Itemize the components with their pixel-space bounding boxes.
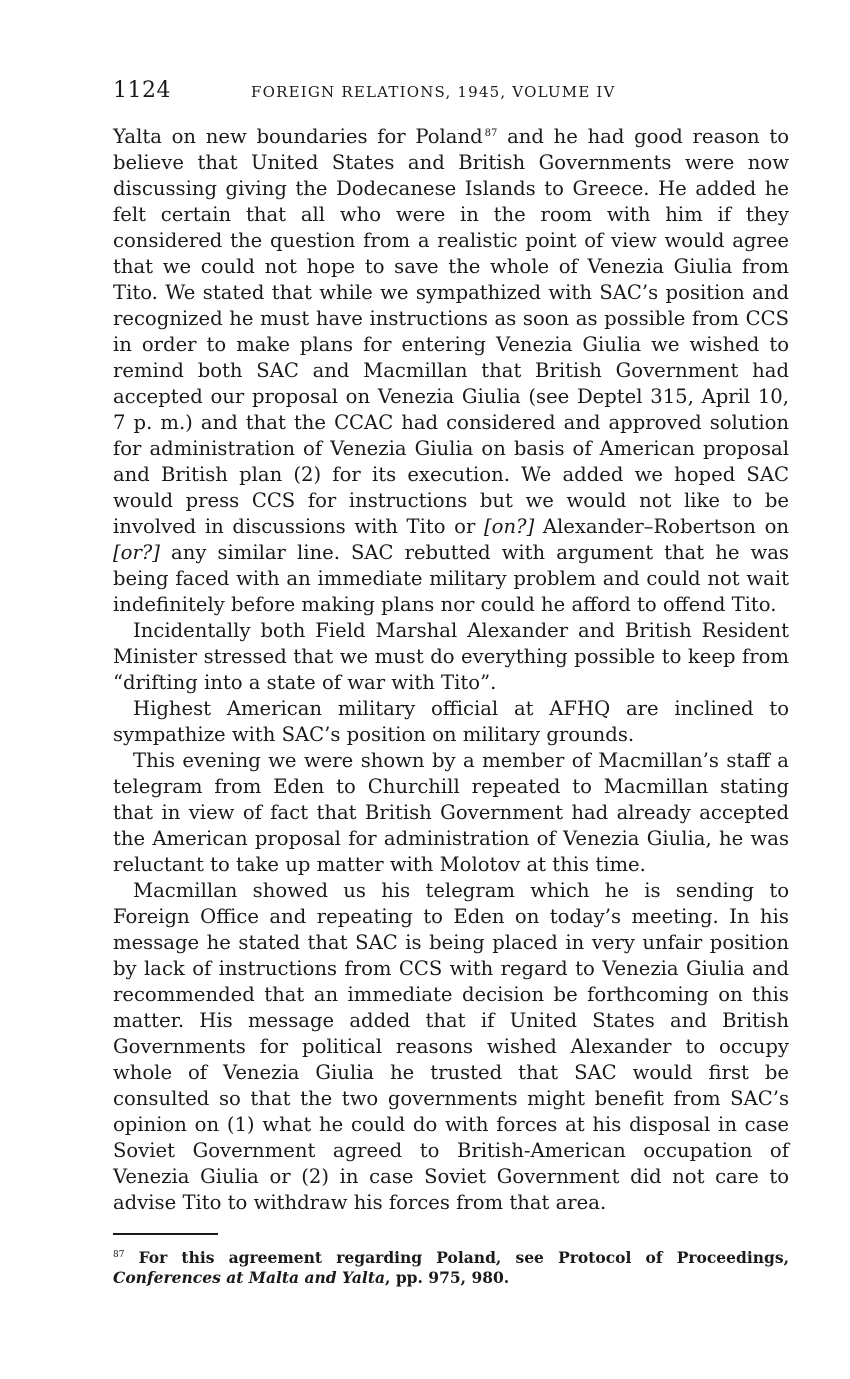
footnote-reference: 87 (484, 128, 498, 139)
footnote-marker: 87 (113, 1250, 125, 1260)
paragraph-4: This evening we were shown by a member of Macmillan’s staff a telegram from Eden to Churchill repeated to Macmillan stating that in view of fact that British Government had already accepted the American proposal for administration of Venezia Giulia, he was reluctant to take up matter with Molotov at this time. (113, 749, 789, 876)
page-header (113, 78, 789, 108)
body-text (113, 124, 789, 1216)
paragraph-2: Incidentally both Field Marshal Alexander and British Resident Minister stressed that we must do everything possible to keep from “drifting into a state of war with Tito”. (113, 619, 789, 694)
footnote-text-a: For this agreement regarding Poland, see Protocol of Proceedings, (124, 1248, 789, 1267)
paragraph-1-text-d: Alexander–Robertson on (534, 515, 789, 538)
footnote (113, 1248, 789, 1288)
page-number: 1124 (113, 78, 171, 103)
footnote-citation-title: Conferences at Malta and Yalta (113, 1268, 386, 1287)
paragraph-1-text-a: Yalta on new boundaries for Poland (113, 125, 483, 148)
paragraph-1-text-b: and he had good reason to believe that United States and British Governments were now discussing giving the Dodecanese Islands to Greece. He added he felt certain that all who were in the room with him if they considered the question from a realistic point of view would agree that we could not hope to save the whole of Venezia Giulia from Tito. We stated that while we sympathized with SAC’s position and recognized he must have instructions as soon as possible from CCS in order to make plans for entering Venezia Giulia we wished to remind both SAC and Macmillan that British Government had accepted our proposal on Venezia Giulia (see Deptel 315, April 10, 7 p. m.) and that the CCAC had considered and approved solution for administration of Venezia Giulia on basis of American proposal and British plan (2) for its execution. We added we hoped SAC would press CCS for instructions but we would not like to be involved in discussions with Tito or (113, 125, 789, 538)
editorial-insertion: [on?] (484, 515, 535, 538)
paragraph-5: Macmillan showed us his telegram which he is sending to Foreign Office and repeating to Eden on today’s meeting. In his message he stated that SAC is being placed in very unfair position by lack of instructions from CCS with regard to Venezia Giulia and recommended that an immediate decision be forthcoming on this matter. His message added that if United States and British Governments for political reasons wished Alexander to occupy whole of Venezia Giulia he trusted that SAC would first be consulted so that the two governments might benefit from SAC’s opinion on (1) what he could do with forces at his disposal in case Soviet Government agreed to British-American occupation of Venezia Giulia or (2) in case Soviet Government did not care to advise Tito to withdraw his forces from that area. (113, 879, 789, 1214)
footnote-divider (113, 1233, 218, 1235)
footnote-text-b: , pp. 975, 980. (385, 1268, 510, 1287)
paragraph-3: Highest American military official at AFHQ are inclined to sympathize with SAC’s position on military grounds. (113, 697, 789, 746)
paragraph-1 (113, 124, 789, 618)
running-head: FOREIGN RELATIONS, 1945, VOLUME IV (251, 83, 616, 101)
document-page (113, 78, 789, 1288)
editorial-insertion: [or?] (113, 541, 160, 564)
paragraph-1-text-f: any similar line. SAC rebutted with argument that he was being faced with an immediate military problem and could not wait indefinitely before making plans nor could he afford to offend Tito. (113, 541, 789, 616)
